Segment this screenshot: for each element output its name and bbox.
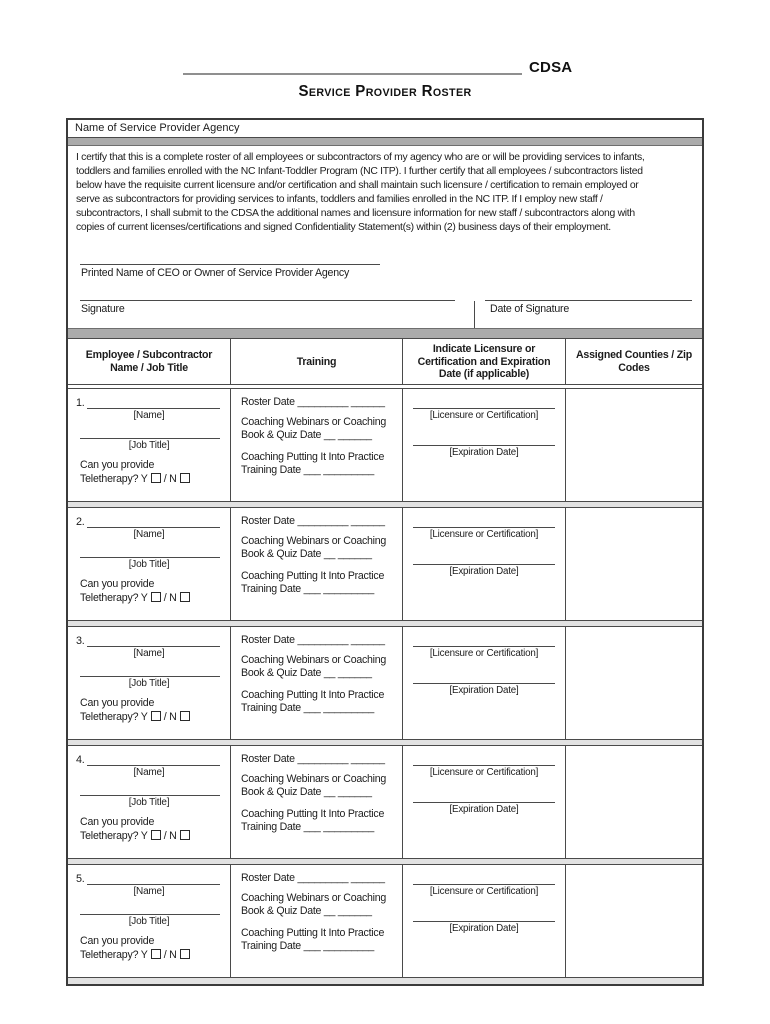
- assigned-counties-cell[interactable]: [566, 865, 702, 977]
- coaching-practice-label: Coaching Putting It Into Practice: [241, 688, 385, 701]
- practice-training-date-field[interactable]: Training Date ___ _________: [241, 583, 375, 596]
- form-body: [66, 118, 704, 986]
- teletherapy-question-line1: Can you provide: [80, 935, 155, 948]
- job-title-field[interactable]: [80, 795, 220, 796]
- licensure-placeholder: [Licensure or Certification]: [429, 886, 539, 898]
- expiration-date-field[interactable]: [413, 564, 555, 565]
- practice-training-date-field[interactable]: Training Date ___ _________: [241, 464, 375, 477]
- teletherapy-separator: / N: [163, 830, 177, 843]
- col-header-licensure: Indicate Licensure or Certification and Expiration Date (if applicable): [403, 339, 566, 384]
- row-separator: [68, 858, 702, 865]
- name-blank-line[interactable]: [87, 635, 220, 647]
- certification-text-line: below have the requisite current licensure and/or certification and shall maintain such licensure / certification to remain employed or: [76, 179, 639, 191]
- teletherapy-separator: / N: [163, 949, 177, 962]
- job-title-field[interactable]: [80, 557, 220, 558]
- agency-name-field[interactable]: [68, 120, 702, 138]
- employee-cell: [68, 865, 231, 977]
- certification-text-line: subcontractors, I shall submit to the CDSA the additional names and licensure information for new staff / subcontractors along with: [76, 207, 635, 219]
- teletherapy-question-line1: Can you provide: [80, 697, 155, 710]
- teletherapy-question-line1: Can you provide: [80, 578, 155, 591]
- teletherapy-no-checkbox[interactable]: [180, 949, 190, 959]
- table-row: [68, 627, 702, 739]
- practice-training-date-field[interactable]: Training Date ___ _________: [241, 940, 375, 953]
- coaching-practice-label: Coaching Putting It Into Practice: [241, 450, 385, 463]
- name-placeholder: [Name]: [133, 529, 165, 541]
- table-row: [68, 389, 702, 501]
- job-title-placeholder: [Job Title]: [128, 559, 170, 571]
- expiration-placeholder: [Expiration Date]: [449, 685, 519, 697]
- assigned-counties-cell[interactable]: [566, 746, 702, 858]
- table-header-row: [68, 339, 702, 385]
- date-of-signature-label: Date of Signature: [490, 303, 570, 316]
- training-cell: [231, 865, 403, 977]
- teletherapy-separator: / N: [163, 711, 177, 724]
- employee-cell: [68, 627, 231, 739]
- licensure-placeholder: [Licensure or Certification]: [429, 648, 539, 660]
- expiration-date-field[interactable]: [413, 445, 555, 446]
- roster-date-field[interactable]: Roster Date _________ ______: [241, 872, 385, 885]
- job-title-placeholder: [Job Title]: [128, 440, 170, 452]
- table-row: [68, 508, 702, 620]
- employee-name-field[interactable]: [76, 634, 220, 647]
- teletherapy-question: [80, 815, 224, 843]
- licensure-field[interactable]: [413, 408, 555, 409]
- roster-date-field[interactable]: Roster Date _________ ______: [241, 515, 385, 528]
- teletherapy-question: [80, 696, 224, 724]
- date-of-signature-field[interactable]: [485, 300, 692, 301]
- signature-field[interactable]: [80, 300, 455, 301]
- book-quiz-date-field[interactable]: Book & Quiz Date __ ______: [241, 429, 372, 442]
- divider-bar: [68, 328, 702, 339]
- assigned-counties-cell[interactable]: [566, 627, 702, 739]
- training-cell: [231, 389, 403, 501]
- row-separator: [68, 620, 702, 627]
- expiration-placeholder: [Expiration Date]: [449, 923, 519, 935]
- certification-statement: [68, 146, 702, 238]
- teletherapy-no-checkbox[interactable]: [180, 830, 190, 840]
- agency-name-label: Name of Service Provider Agency: [75, 122, 240, 134]
- name-blank-line[interactable]: [87, 397, 220, 409]
- licensure-field[interactable]: [413, 765, 555, 766]
- roster-date-field[interactable]: Roster Date _________ ______: [241, 753, 385, 766]
- assigned-counties-cell[interactable]: [566, 389, 702, 501]
- name-blank-line[interactable]: [87, 873, 220, 885]
- practice-training-date-field[interactable]: Training Date ___ _________: [241, 702, 375, 715]
- certification-text-line: I certify that this is a complete roster of all employees or subcontractors of my agency who are or will be providing services to infants,: [76, 152, 645, 163]
- coaching-webinars-label: Coaching Webinars or Coaching: [241, 415, 387, 428]
- cdsa-blank-line[interactable]: [183, 60, 522, 75]
- employee-name-field[interactable]: [76, 515, 220, 528]
- teletherapy-question-line2: Teletherapy? Y: [80, 949, 148, 962]
- licensure-field[interactable]: [413, 646, 555, 647]
- employee-name-field[interactable]: [76, 396, 220, 409]
- name-blank-line[interactable]: [87, 516, 220, 528]
- licensure-placeholder: [Licensure or Certification]: [429, 410, 539, 422]
- licensure-cell: [403, 865, 566, 977]
- book-quiz-date-field[interactable]: Book & Quiz Date __ ______: [241, 905, 372, 918]
- teletherapy-no-checkbox[interactable]: [180, 711, 190, 721]
- employee-cell: [68, 746, 231, 858]
- licensure-field[interactable]: [413, 527, 555, 528]
- name-placeholder: [Name]: [133, 886, 165, 898]
- row-number: 1.: [76, 397, 85, 410]
- job-title-field[interactable]: [80, 914, 220, 915]
- expiration-date-field[interactable]: [413, 802, 555, 803]
- teletherapy-yes-checkbox[interactable]: [151, 711, 161, 721]
- teletherapy-yes-checkbox[interactable]: [151, 830, 161, 840]
- page-title: Service Provider Roster: [298, 83, 472, 100]
- employee-name-field[interactable]: [76, 872, 220, 885]
- signature-section: [68, 238, 702, 328]
- coaching-webinars-label: Coaching Webinars or Coaching: [241, 653, 387, 666]
- teletherapy-question-line2: Teletherapy? Y: [80, 592, 148, 605]
- teletherapy-question: [80, 577, 224, 605]
- job-title-placeholder: [Job Title]: [128, 797, 170, 809]
- col-header-employee: Employee / Subcontractor Name / Job Title: [68, 339, 231, 384]
- licensure-placeholder: [Licensure or Certification]: [429, 767, 539, 779]
- licensure-cell: [403, 627, 566, 739]
- row-separator: [68, 739, 702, 746]
- expiration-placeholder: [Expiration Date]: [449, 447, 519, 459]
- table-bottom-band: [68, 977, 702, 984]
- employee-cell: [68, 508, 231, 620]
- teletherapy-separator: / N: [163, 473, 177, 486]
- licensure-cell: [403, 508, 566, 620]
- coaching-webinars-label: Coaching Webinars or Coaching: [241, 891, 387, 904]
- name-placeholder: [Name]: [133, 410, 165, 422]
- book-quiz-date-field[interactable]: Book & Quiz Date __ ______: [241, 548, 372, 561]
- name-placeholder: [Name]: [133, 648, 165, 660]
- col-header-training: Training: [231, 339, 403, 384]
- training-cell: [231, 508, 403, 620]
- licensure-field[interactable]: [413, 884, 555, 885]
- divider-bar: [68, 138, 702, 146]
- teletherapy-question-line2: Teletherapy? Y: [80, 473, 148, 486]
- certification-text-line: toddlers and families enrolled with the NC Infant-Toddler Program (NC ITP). I further certify that all employees / subcontractors listed: [76, 165, 643, 177]
- teletherapy-question-line2: Teletherapy? Y: [80, 711, 148, 724]
- teletherapy-yes-checkbox[interactable]: [151, 473, 161, 483]
- licensure-cell: [403, 746, 566, 858]
- signature-label: Signature: [81, 303, 125, 316]
- teletherapy-separator: / N: [163, 592, 177, 605]
- teletherapy-yes-checkbox[interactable]: [151, 949, 161, 959]
- training-cell: [231, 627, 403, 739]
- printed-name-label: Printed Name of CEO or Owner of Service Provider Agency: [81, 267, 350, 280]
- licensure-placeholder: [Licensure or Certification]: [429, 529, 539, 541]
- cdsa-label: CDSA: [529, 59, 573, 76]
- book-quiz-date-field[interactable]: Book & Quiz Date __ ______: [241, 786, 372, 799]
- job-title-field[interactable]: [80, 438, 220, 439]
- teletherapy-question-line1: Can you provide: [80, 816, 155, 829]
- practice-training-date-field[interactable]: Training Date ___ _________: [241, 821, 375, 834]
- coaching-webinars-label: Coaching Webinars or Coaching: [241, 772, 387, 785]
- col-header-counties: Assigned Counties / Zip Codes: [575, 349, 693, 374]
- coaching-webinars-label: Coaching Webinars or Coaching: [241, 534, 387, 547]
- job-title-placeholder: [Job Title]: [128, 916, 170, 928]
- table-row: [68, 746, 702, 858]
- teletherapy-no-checkbox[interactable]: [180, 592, 190, 602]
- name-blank-line[interactable]: [87, 754, 220, 766]
- row-number: 2.: [76, 516, 85, 529]
- row-number: 3.: [76, 635, 85, 648]
- job-title-field[interactable]: [80, 676, 220, 677]
- signature-date-divider: [474, 301, 475, 328]
- teletherapy-question-line2: Teletherapy? Y: [80, 830, 148, 843]
- teletherapy-question: [80, 934, 224, 962]
- coaching-practice-label: Coaching Putting It Into Practice: [241, 926, 385, 939]
- row-number: 4.: [76, 754, 85, 767]
- roster-date-field[interactable]: Roster Date _________ ______: [241, 634, 385, 647]
- roster-date-field[interactable]: Roster Date _________ ______: [241, 396, 385, 409]
- teletherapy-no-checkbox[interactable]: [180, 473, 190, 483]
- expiration-date-field[interactable]: [413, 683, 555, 684]
- coaching-practice-label: Coaching Putting It Into Practice: [241, 807, 385, 820]
- expiration-placeholder: [Expiration Date]: [449, 804, 519, 816]
- certification-text-line: copies of current licenses/certifications and signed Confidentiality Statement(s) within (2) business days of their employment.: [76, 221, 611, 233]
- printed-name-field[interactable]: [80, 264, 380, 265]
- row-separator: [68, 501, 702, 508]
- teletherapy-yes-checkbox[interactable]: [151, 592, 161, 602]
- employee-cell: [68, 389, 231, 501]
- coaching-practice-label: Coaching Putting It Into Practice: [241, 569, 385, 582]
- job-title-placeholder: [Job Title]: [128, 678, 170, 690]
- table-row: [68, 865, 702, 977]
- licensure-cell: [403, 389, 566, 501]
- assigned-counties-cell[interactable]: [566, 508, 702, 620]
- teletherapy-question-line1: Can you provide: [80, 459, 155, 472]
- expiration-placeholder: [Expiration Date]: [449, 566, 519, 578]
- training-cell: [231, 746, 403, 858]
- row-number: 5.: [76, 873, 85, 886]
- certification-text-line: serve as subcontractors for providing services to infants, toddlers and families enrolled in the NC ITP. If I employ new staff /: [76, 193, 603, 205]
- teletherapy-question: [80, 458, 224, 486]
- employee-name-field[interactable]: [76, 753, 220, 766]
- book-quiz-date-field[interactable]: Book & Quiz Date __ ______: [241, 667, 372, 680]
- expiration-date-field[interactable]: [413, 921, 555, 922]
- name-placeholder: [Name]: [133, 767, 165, 779]
